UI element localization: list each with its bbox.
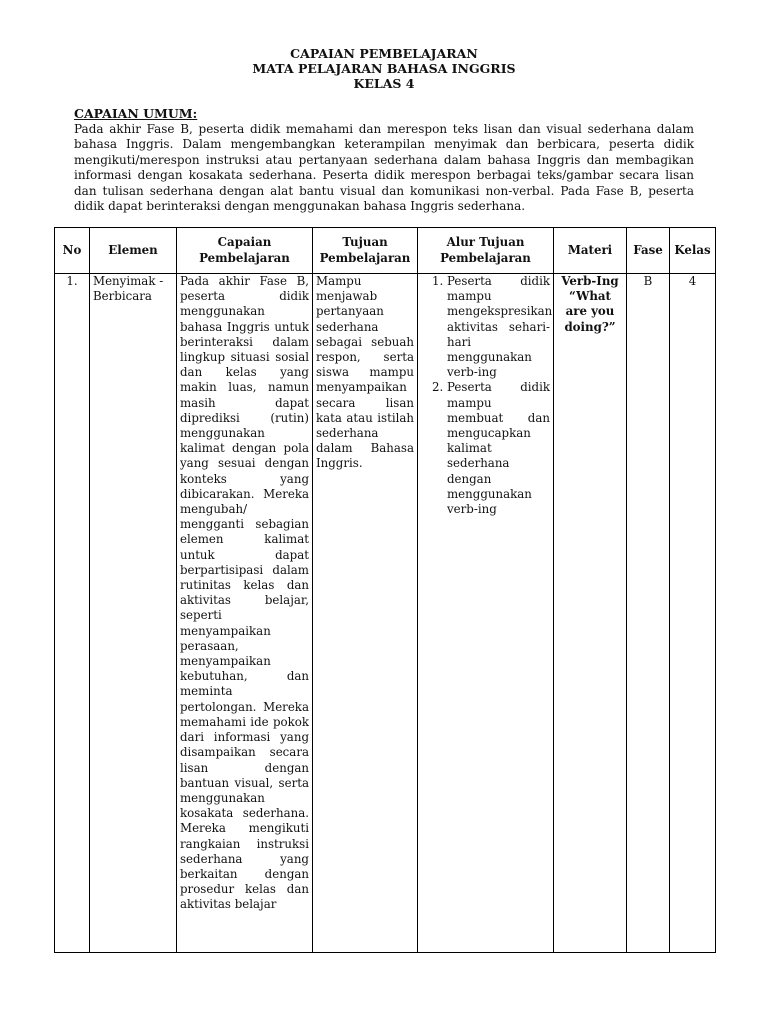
table-row bbox=[55, 274, 716, 953]
header-materi: Materi bbox=[554, 228, 627, 274]
list-item: 2. Peserta didik mampu membuat dan mengucapkan kalimat sederhana dengan menggunakan verb-ing bbox=[447, 380, 550, 517]
learning-outcomes-table bbox=[54, 227, 716, 953]
header-capaian: Capaian Pembelajaran bbox=[177, 228, 313, 274]
header-alur: Alur Tujuan Pembelajaran bbox=[418, 228, 554, 274]
cell-no: 1. bbox=[55, 274, 90, 953]
materi-topic: Verb-Ing bbox=[561, 274, 619, 288]
cell-tujuan: Mampu menjawab pertanyaan sederhana sebagai sebuah respon, serta siswa mampu menyampaikan secara lisan kata atau istilah sederhana dalam Bahasa Inggris. bbox=[313, 274, 418, 953]
header-fase: Fase bbox=[627, 228, 670, 274]
cell-elemen: Menyimak - Berbicara bbox=[90, 274, 177, 953]
header-kelas: Kelas bbox=[670, 228, 716, 274]
cell-alur bbox=[418, 274, 554, 953]
capaian-umum-heading: CAPAIAN UMUM: bbox=[74, 106, 198, 121]
alur-list bbox=[421, 274, 553, 517]
table-header-row bbox=[55, 228, 716, 274]
cell-capaian bbox=[177, 274, 313, 953]
list-item: 1. Peserta didik mampu mengekspresikan aktivitas sehari-hari menggunakan verb-ing bbox=[447, 274, 550, 380]
cell-kelas: 4 bbox=[670, 274, 716, 953]
header-no: No bbox=[55, 228, 90, 274]
document-title-line1: CAPAIAN PEMBELAJARAN bbox=[290, 46, 478, 61]
cell-fase: B bbox=[627, 274, 670, 953]
capaian-text: Pada akhir Fase B, peserta didik menggunakan bahasa Inggris untuk berinteraksi dalam lingkup situasi sosial dan kelas yang makin luas, namun masih dapat diprediksi (rutin) menggunakan kalimat dengan pola yang sesuai dengan konteks yang dibicarakan. Mereka mengubah/ mengganti sebagian elemen kalimat untuk dapat berpartisipasi dalam rutinitas kelas dan aktivitas belajar, seperti menyampaikan perasaan, menyampaikan kebutuhan, dan meminta pertolongan. Mereka memahami ide pokok dari informasi yang disampaikan secara lisan dengan bantuan visual, serta menggunakan kosakata sederhana. Mereka mengikuti rangkaian instruksi sederhana yang berkaitan dengan prosedur kelas dan aktivitas belajar bbox=[180, 274, 309, 912]
header-elemen: Elemen bbox=[90, 228, 177, 274]
header-tujuan: Tujuan Pembelajaran bbox=[313, 228, 418, 274]
materi-question: “What are you doing?” bbox=[564, 289, 616, 334]
document-title-line2: MATA PELAJARAN BAHASA INGGRIS bbox=[252, 61, 516, 76]
document-title-line3: KELAS 4 bbox=[353, 76, 415, 91]
cell-materi bbox=[554, 274, 627, 953]
capaian-umum-paragraph: Pada akhir Fase B, peserta didik memahami dan merespon teks lisan dan visual sederhana dalam bahasa Inggris. Dalam mengembangkan keterampilan menyimak dan berbicara, peserta didik mengikuti/merespon instruksi atau pertanyaan sederhana dalam bahasa Inggris dan membagikan informasi dengan kosakata sederhana. Peserta didik merespon berbagai teks/gambar secara lisan dan tulisan sederhana dengan alat bantu visual dan komunikasi non-verbal. Pada Fase B, peserta didik dapat berinteraksi dengan menggunakan bahasa Inggris sederhana. bbox=[74, 122, 694, 214]
